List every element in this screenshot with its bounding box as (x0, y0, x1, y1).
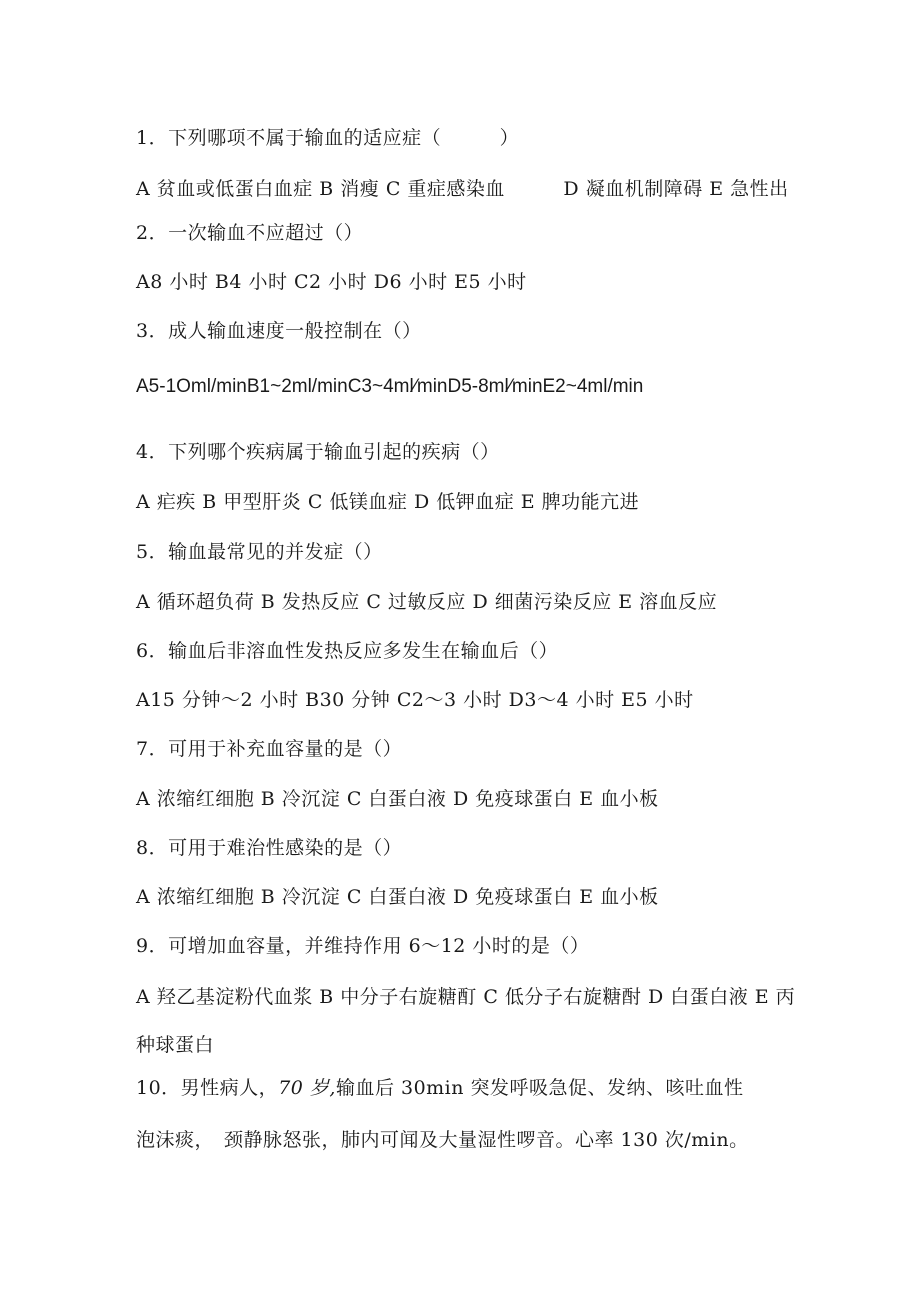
question-2-options: A8 小时 B4 小时 C2 小时 D6 小时 E5 小时 (136, 271, 527, 293)
question-10-stem-cont: 泡沫痰， 颈静脉怒张，肺内可闻及大量湿性啰音。心率 130 次/min。 (136, 1129, 749, 1151)
question-10-stem-c: 输血后 30min 突发呼吸急促、发纳、咳吐血性 (335, 1077, 744, 1099)
question-5-options: A 循环超负荷 B 发热反应 C 过敏反应 D 细菌污染反应 E 溶血反应 (136, 591, 718, 613)
question-1-stem: 1．下列哪项不属于输血的适应症（ ） (136, 127, 520, 149)
question-8-options: A 浓缩红细胞 B 冷沉淀 C 白蛋白液 D 免疫球蛋白 E 血小板 (136, 886, 659, 908)
question-10-stem (136, 1076, 744, 1100)
question-9-options-cont: 种球蛋白 (136, 1034, 215, 1056)
question-7-options: A 浓缩红细胞 B 冷沉淀 C 白蛋白液 D 免疫球蛋白 E 血小板 (136, 788, 659, 810)
question-9-stem: 9．可增加血容量，并维持作用 6～12 小时的是（） (136, 935, 590, 957)
question-10-stem-a: 10．男性病人， (136, 1077, 279, 1099)
question-4-stem: 4．下列哪个疾病属于输血引起的疾病（） (136, 441, 500, 463)
question-3-stem: 3．成人输血速度一般控制在（） (136, 320, 422, 342)
question-5-stem: 5．输血最常见的并发症（） (136, 541, 383, 563)
question-8-stem: 8．可用于难治性感染的是（） (136, 837, 403, 859)
question-2-stem: 2．一次输血不应超过（） (136, 222, 364, 244)
question-3-options: A5-1Oml/minB1~2ml/minC3~4ml⁄minD5-8ml⁄minE2~4ml/min (136, 376, 644, 397)
question-1-options: A 贫血或低蛋白血症 B 消瘦 C 重症感染血 D 凝血机制障碍 E 急性出 (136, 178, 789, 200)
question-6-options: A15 分钟～2 小时 B30 分钟 C2～3 小时 D3～4 小时 E5 小时 (136, 689, 694, 711)
question-6-stem: 6．输血后非溶血性发热反应多发生在输血后（） (136, 640, 559, 662)
question-4-options: A 疟疾 B 甲型肝炎 C 低镁血症 D 低钾血症 E 脾功能亢进 (136, 491, 640, 513)
question-10-age: 70 岁, (278, 1077, 336, 1099)
question-7-stem: 7．可用于补充血容量的是（） (136, 738, 403, 760)
question-9-options: A 羟乙基淀粉代血浆 B 中分子右旋糖酊 C 低分子右旋糖酎 D 白蛋白液 E 丙 (136, 986, 796, 1008)
